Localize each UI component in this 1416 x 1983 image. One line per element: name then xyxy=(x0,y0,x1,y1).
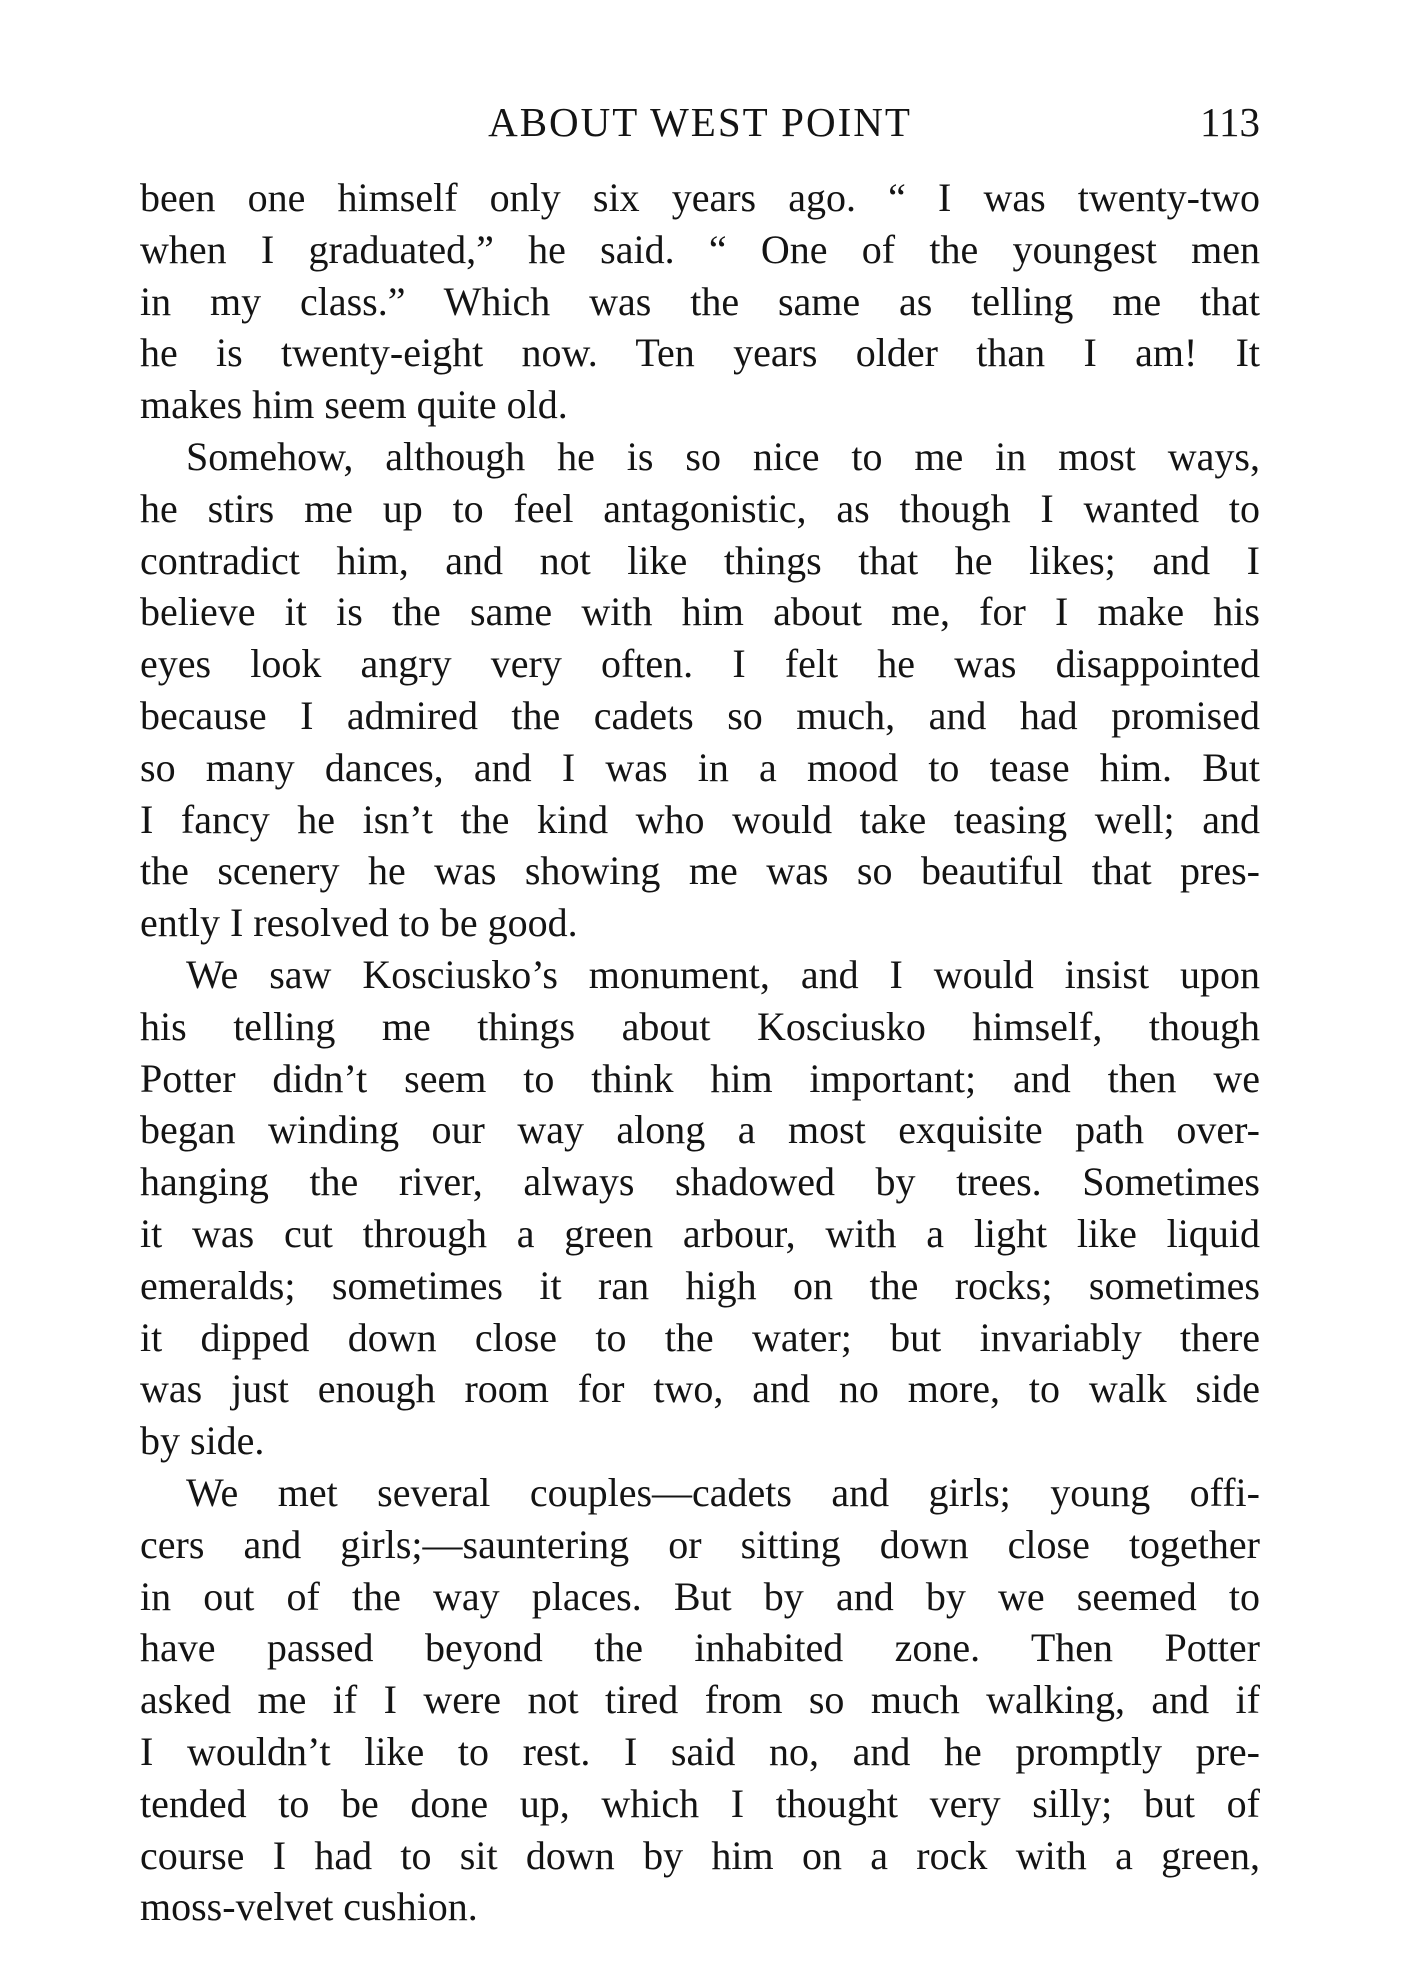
text-line: contradict him, and not like things that he likes; and I xyxy=(140,537,1260,583)
text-line: believe it is the same with him about me, for I make his xyxy=(140,589,1260,635)
text-line: emeralds; sometimes it ran high on the rocks; sometimes xyxy=(140,1262,1260,1308)
text-line: been one himself only six years ago. “ I was twenty-two xyxy=(140,175,1260,220)
text-line: makes him seem quite old. xyxy=(140,382,568,428)
text-line: in my class.” Which was the same as telling me that xyxy=(140,278,1260,324)
text-line: I fancy he isn’t the kind who would take teasing well; and xyxy=(140,796,1260,842)
text-line: he is twenty-eight now. Ten years older than I am! It xyxy=(140,330,1260,376)
text-line: it dipped down close to the water; but invariably there xyxy=(140,1314,1260,1360)
text-line: so many dances, and I was in a mood to tease him. But xyxy=(140,744,1260,790)
text-line: he stirs me up to feel antagonistic, as though I wanted to xyxy=(140,485,1260,531)
text-line: have passed beyond the inhabited zone. Then Potter xyxy=(140,1625,1260,1671)
text-line: when I graduated,” he said. “ One of the youngest men xyxy=(140,226,1260,272)
page-number: 113 xyxy=(1200,99,1260,145)
text-line: hanging the river, always shadowed by trees. Sometimes xyxy=(140,1159,1260,1205)
paragraph xyxy=(140,949,1260,1467)
paragraph xyxy=(140,1467,1260,1933)
text-line: course I had to sit down by him on a rock with a green, xyxy=(140,1832,1260,1878)
text-line: tended to be done up, which I thought very silly; but of xyxy=(140,1780,1260,1826)
text-line: We saw Kosciusko’s monument, and I would insist upon xyxy=(186,951,1260,997)
text-line: eyes look angry very often. I felt he was disappointed xyxy=(140,641,1260,687)
text-line: was just enough room for two, and no more, to walk side xyxy=(140,1366,1260,1412)
text-line: ently I resolved to be good. xyxy=(140,900,578,946)
text-line: began winding our way along a most exquisite path over- xyxy=(140,1107,1260,1153)
text-line: because I admired the cadets so much, and had promised xyxy=(140,692,1260,738)
text-line: We met several couples—cadets and girls; young offi- xyxy=(186,1469,1260,1515)
text-line: I wouldn’t like to rest. I said no, and he promptly pre- xyxy=(140,1728,1260,1774)
text-line: cers and girls;—sauntering or sitting down close together xyxy=(140,1521,1260,1567)
text-line: asked me if I were not tired from so much walking, and if xyxy=(140,1677,1260,1723)
text-line: the scenery he was showing me was so beautiful that pres- xyxy=(140,848,1260,894)
text-line: his telling me things about Kosciusko himself, though xyxy=(140,1003,1260,1049)
body-text xyxy=(140,172,1260,1933)
text-line: it was cut through a green arbour, with a light like liquid xyxy=(140,1210,1260,1256)
paragraph xyxy=(140,431,1260,949)
text-line: Potter didn’t seem to think him important; and then we xyxy=(140,1055,1260,1101)
text-line: Somehow, although he is so nice to me in most ways, xyxy=(186,433,1260,479)
text-line: by side. xyxy=(140,1418,265,1464)
text-line: in out of the way places. But by and by we seemed to xyxy=(140,1573,1260,1619)
running-header xyxy=(140,92,1260,152)
paragraph xyxy=(140,172,1260,431)
running-title: ABOUT WEST POINT xyxy=(488,99,912,145)
text-line: moss-velvet cushion. xyxy=(140,1884,478,1930)
